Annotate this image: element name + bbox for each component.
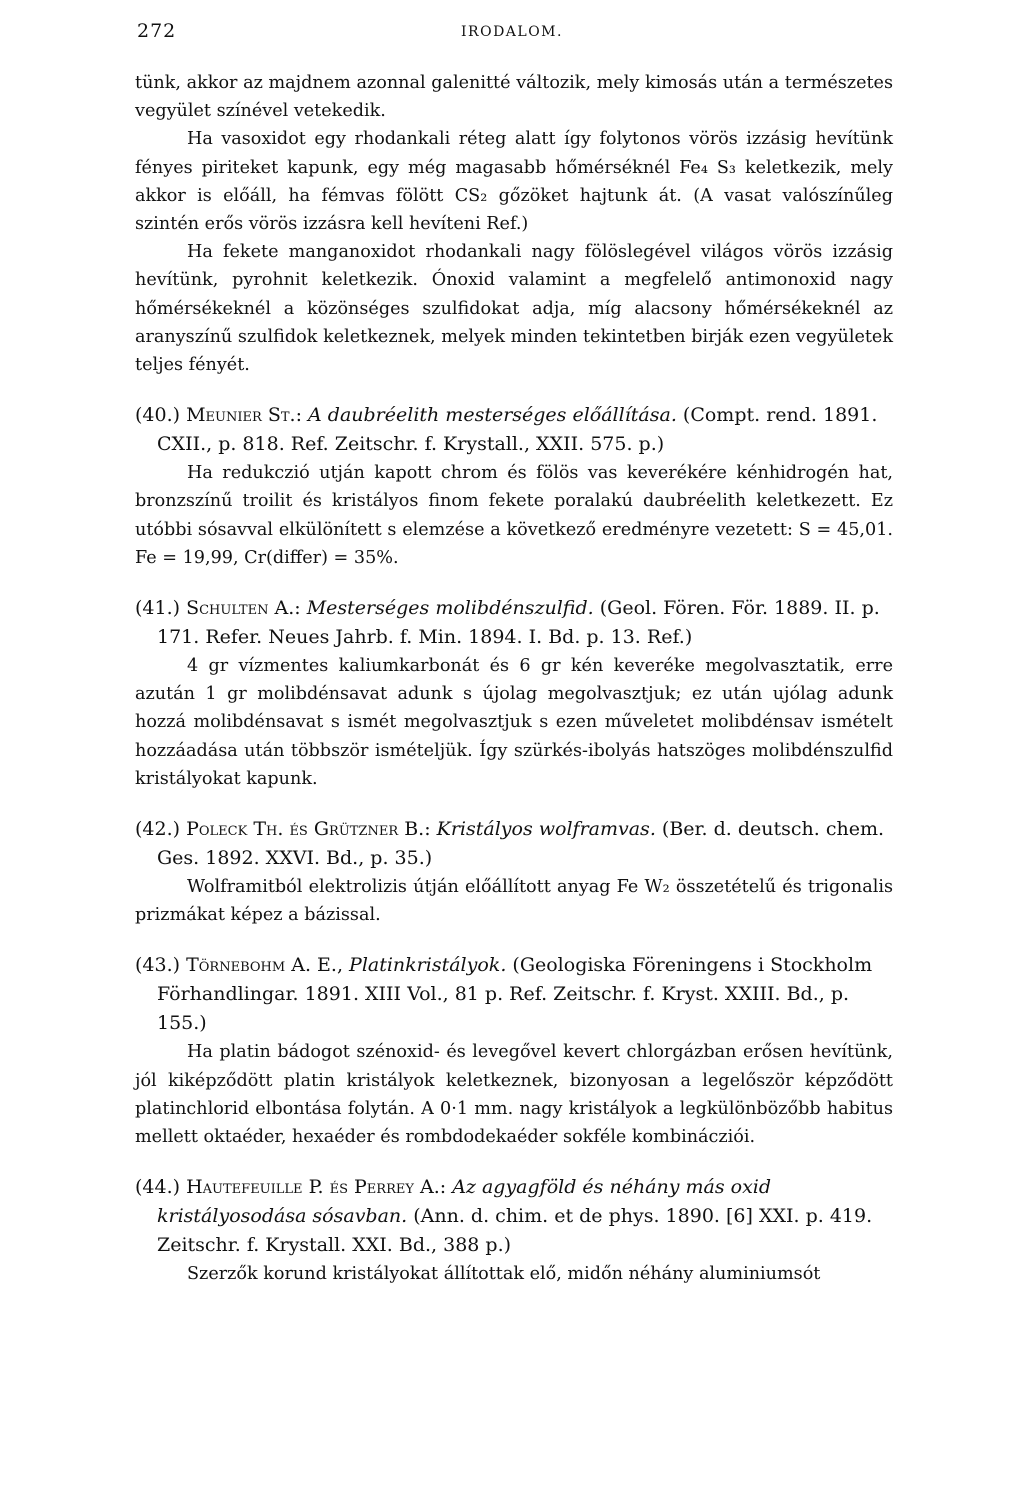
entry-citation: (44.) Hautefeuille P. és Perrey A.: Az agyagföld és néhány más oxid kristályosodása sósavban. (Ann. d. chim. et de phys. 1890. [6] XXI. p. 419. Zeitschr. f. Krystall. XXI. Bd., 388 p.) <box>135 1176 873 1257</box>
entry-citation: (42.) Poleck Th. és Grützner B.: Kristályos wolframvas. (Ber. d. deutsch. chem. Ges. 1892. XXVI. Bd., p. 35.) <box>135 818 885 870</box>
entry-number: (42.) <box>135 818 181 841</box>
entry-body: Ha redukczió utján kapott chrom és fölös vas keverékére kénhidrogén hat, bronzszínű troilit és kristályos finom fekete poralakú daubréelith keletkezett. Ez utóbbi sósavval elkülönített s elemzése a következő eredményre vezetett: S = 45,01. Fe = 19,99, Cr(differ) = 35%. <box>135 463 893 568</box>
page-content <box>135 69 893 1288</box>
entry-number: (40.) <box>135 404 181 427</box>
intro-paragraph-3: Ha fekete manganoxidot rhodankali nagy fölöslegével világos vörös izzásig hevítünk, pyrohnit keletkezik. Ónoxid valamint a megfelelő antimonoxid nagy hőmérsékeknél a közönséges szulfidokat adja, míg alacsony hőmérsékeknél az aranyszínű szulfidok keletkeznek, melyek minden tekintetben birják ezen vegyületek teljes fényét. <box>135 242 893 376</box>
literature-entry <box>135 401 893 572</box>
entry-body: Szerzők korund kristályokat állítottak elő, midőn néhány aluminiumsót <box>187 1264 821 1285</box>
entry-number: (43.) <box>135 954 181 977</box>
entry-body: Wolframitból elektrolizis útján előállított anyag Fe W₂ összetételű és trigonalis prizmákat képez a bázissal. <box>135 877 893 926</box>
entry-number: (44.) <box>135 1176 181 1199</box>
entry-author: Poleck Th. és Grützner B. <box>186 818 425 841</box>
page-header <box>0 20 1024 44</box>
entry-source: (Geologiska Föreningens i Stockholm Förhandlingar. 1891. XIII Vol., 81 p. Ref. Zeitschr. f. Kryst. XXIII. Bd., p. 155.) <box>157 954 873 1035</box>
entry-title: Kristályos wolframvas. <box>436 818 656 841</box>
entry-author: Törnebohm A. E. <box>186 954 337 977</box>
intro-paragraph-1: tünk, akkor az majdnem azonnal galenitté változik, mely kimosás után a természetes vegyület színével vetekedik. <box>135 73 893 122</box>
entry-title: Mesterséges molibdénszulfid. <box>306 597 594 620</box>
literature-entry <box>135 951 893 1151</box>
entry-citation: (41.) Schulten A.: Mesterséges molibdénszulfid. (Geol. Fören. För. 1889. II. p. 171. Refer. Neues Jahrb. f. Min. 1894. I. Bd. p. 13. Ref.) <box>135 597 880 649</box>
entry-citation: (40.) Meunier St.: A daubréelith mesterséges előállítása. (Compt. rend. 1891. CXII., p. 818. Ref. Zeitschr. f. Krystall., XXII. 575. p.) <box>135 404 878 456</box>
entry-title: Platinkristályok. <box>349 954 507 977</box>
running-head: IRODALOM. <box>461 24 563 40</box>
literature-entry <box>135 1173 893 1288</box>
literature-entry <box>135 815 893 929</box>
entry-number: (41.) <box>135 597 181 620</box>
entry-source: (Compt. rend. 1891. CXII., p. 818. Ref. Zeitschr. f. Krystall., XXII. 575. p.) <box>157 404 878 456</box>
literature-entry <box>135 594 893 793</box>
intro-paragraph-2: Ha vasoxidot egy rhodankali réteg alatt így folytonos vörös izzásig hevítünk fényes piriteket kapunk, egy még magasabb hőmérséknél Fe₄ S₃ keletkezik, mely akkor is előáll, ha fémvas fölött CS₂ gőzöket hajtunk át. (A vasat valószínűleg szintén erős vörös izzásra kell hevíteni Ref.) <box>135 129 893 235</box>
entry-author: Meunier St. <box>186 404 296 427</box>
entry-source: (Geol. Fören. För. 1889. II. p. 171. Refer. Neues Jahrb. f. Min. 1894. I. Bd. p. 13. Ref.) <box>157 597 880 649</box>
entry-source: (Ber. d. deutsch. chem. Ges. 1892. XXVI. Bd., p. 35.) <box>157 818 885 870</box>
entry-citation: (43.) Törnebohm A. E., Platinkristályok. (Geologiska Föreningens i Stockholm Förhandlingar. 1891. XIII Vol., 81 p. Ref. Zeitschr. f. Kryst. XXIII. Bd., p. 155.) <box>135 954 873 1035</box>
entry-author: Hautefeuille P. és Perrey A. <box>186 1176 440 1199</box>
entry-source: (Ann. d. chim. et de phys. 1890. [6] XXI. p. 419. Zeitschr. f. Krystall. XXI. Bd., 388 p.) <box>157 1205 873 1257</box>
entry-title: Az agyagföld és néhány más oxid kristályosodása sósavban. <box>157 1176 772 1228</box>
entry-body: 4 gr vízmentes kaliumkarbonát és 6 gr kén keveréke megolvasztatik, erre azután 1 gr molibdénsavat adunk s újolag megolvasztjuk; ez után ujólag adunk hozzá molibdénsavat s ismét megolvasztjuk s ezen műveletet molibdénsav ismételt hozzáadása után többször ismételjük. Így szürkés-ibolyás hatszöges molibdénszulfid kristályokat kapunk. <box>135 656 893 789</box>
entry-body: Ha platin bádogot szénoxid- és levegővel kevert chlorgázban erősen hevítünk, jól kiképződött platin kristályok keletkeznek, bizonyosan a legelőször képződött platinchlorid elbontása folytán. A 0·1 mm. nagy kristályok a legkülönbözőbb habitus mellett oktaéder, hexaéder és rombdodekaéder sokféle kombinácziói. <box>135 1042 893 1148</box>
entry-author: Schulten A. <box>186 597 295 620</box>
entry-title: A daubréelith mesterséges előállítása. <box>308 404 677 427</box>
page-number: 272 <box>137 20 177 42</box>
